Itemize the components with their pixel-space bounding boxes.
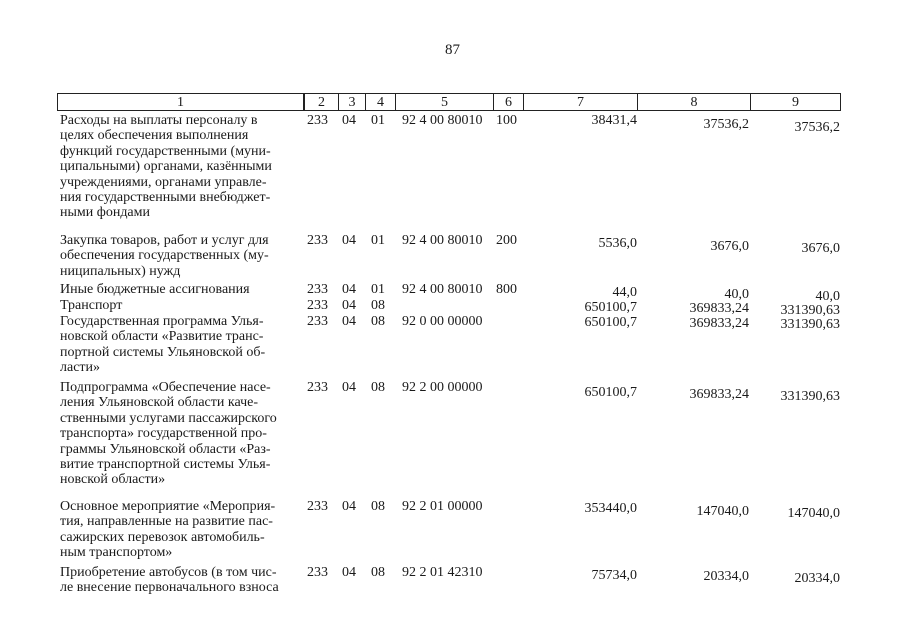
row-col-8: 37536,2 [703, 117, 749, 132]
row-name [60, 314, 300, 376]
row-name-line: сажирских перевозок автомобиль- [60, 529, 265, 545]
row-col-8: 369833,24 [689, 301, 749, 316]
row-col-8: 369833,24 [689, 316, 749, 331]
row-col-5: 92 4 00 80010 [402, 113, 483, 128]
row-name [60, 298, 300, 313]
row-name [60, 565, 300, 596]
row-col-4: 01 [371, 282, 385, 297]
row-name-line: Закупка товаров, работ и услуг для [60, 233, 269, 248]
row-name [60, 380, 300, 488]
row-name-line: Основное мероприятие «Мероприя- [60, 499, 276, 514]
row-col-2: 233 [307, 499, 328, 514]
row-name-line: ле внесение первоначального взноса [60, 580, 279, 596]
row-col-5: 92 2 01 42310 [402, 565, 483, 580]
row-col-9: 331390,63 [780, 389, 840, 404]
row-col-9: 20334,0 [794, 571, 840, 586]
row-name-line: ным транспортом» [60, 545, 173, 561]
row-name-line: граммы Ульяновской области «Раз- [60, 441, 271, 457]
row-col-5: 92 2 01 00000 [402, 499, 483, 514]
row-col-2: 233 [307, 314, 328, 329]
page-number: 87 [445, 42, 460, 58]
row-name-line: транспорта» государственной про- [60, 426, 267, 442]
row-col-4: 08 [371, 380, 385, 395]
row-col-8: 20334,0 [703, 569, 749, 584]
row-name-line: ления Ульяновской области каче- [60, 395, 259, 411]
row-name [60, 282, 300, 297]
row-col-3: 04 [342, 113, 356, 128]
row-name-line: обеспечения государственных (му- [60, 248, 269, 264]
row-name-line: ными фондами [60, 205, 151, 221]
row-col-4: 08 [371, 314, 385, 329]
row-col-5: 92 4 00 80010 [402, 282, 483, 297]
row-col-7: 650100,7 [584, 315, 637, 330]
row-col-8: 369833,24 [689, 387, 749, 402]
row-name-line: ниципальных) нужд [60, 263, 181, 279]
row-col-5: 92 0 00 00000 [402, 314, 483, 329]
row-col-8: 40,0 [724, 287, 749, 302]
row-col-4: 08 [371, 565, 385, 580]
row-col-3: 04 [342, 314, 356, 329]
header-col-6: 6 [493, 93, 524, 111]
row-col-7: 38431,4 [591, 113, 637, 128]
row-col-6: 800 [496, 282, 517, 297]
row-col-7: 44,0 [612, 285, 637, 300]
row-col-2: 233 [307, 282, 328, 297]
row-name-line: новской области» [60, 472, 166, 488]
row-col-3: 04 [342, 298, 356, 313]
header-col-5: 5 [395, 93, 494, 111]
row-col-2: 233 [307, 565, 328, 580]
header-col-4: 4 [365, 93, 396, 111]
row-col-6: 100 [496, 113, 517, 128]
row-col-8: 3676,0 [710, 239, 749, 254]
row-col-9: 3676,0 [801, 241, 840, 256]
row-name [60, 499, 300, 561]
row-name [60, 233, 300, 279]
row-name-line: Транспорт [60, 298, 123, 313]
row-name-line: Приобретение автобусов (в том чис- [60, 565, 277, 580]
row-col-3: 04 [342, 499, 356, 514]
row-col-3: 04 [342, 380, 356, 395]
row-name [60, 113, 300, 221]
row-col-9: 331390,63 [780, 317, 840, 332]
row-col-9: 147040,0 [787, 506, 840, 521]
header-col-8: 8 [637, 93, 751, 111]
row-name-line: ния государственными внебюджет- [60, 190, 271, 206]
row-col-5: 92 2 00 00000 [402, 380, 483, 395]
row-name-line: ственными услугами пассажирского [60, 410, 277, 426]
header-col-3: 3 [338, 93, 366, 111]
row-col-4: 01 [371, 113, 385, 128]
row-col-2: 233 [307, 380, 328, 395]
row-col-3: 04 [342, 282, 356, 297]
row-col-4: 01 [371, 233, 385, 248]
row-name-line: тия, направленные на развитие пас- [60, 514, 273, 530]
header-col-9: 9 [750, 93, 841, 111]
row-col-2: 233 [307, 298, 328, 313]
row-col-7: 353440,0 [584, 501, 637, 516]
row-col-2: 233 [307, 113, 328, 128]
row-col-5: 92 4 00 80010 [402, 233, 483, 248]
row-col-9: 331390,63 [780, 303, 840, 318]
row-col-9: 37536,2 [794, 120, 840, 135]
row-name-line: ципальными) органами, казёнными [60, 159, 272, 175]
row-col-7: 650100,7 [584, 300, 637, 315]
row-col-6: 200 [496, 233, 517, 248]
header-col-2: 2 [304, 93, 339, 111]
row-col-9: 40,0 [815, 289, 840, 304]
row-name-line: витие транспортной системы Улья- [60, 457, 271, 473]
header-col-1: 1 [57, 93, 304, 111]
row-col-3: 04 [342, 565, 356, 580]
row-col-7: 75734,0 [591, 568, 637, 583]
row-name-line: ласти» [60, 360, 101, 376]
row-name-line: Подпрограмма «Обеспечение насе- [60, 380, 271, 395]
row-name-line: учреждениями, органами управле- [60, 174, 267, 190]
row-col-7: 5536,0 [598, 236, 637, 251]
row-col-4: 08 [371, 499, 385, 514]
row-name-line: Государственная программа Улья- [60, 314, 264, 329]
row-col-3: 04 [342, 233, 356, 248]
row-name-line: портной системы Ульяновской об- [60, 344, 266, 360]
header-col-7: 7 [523, 93, 638, 111]
row-name-line: функций государственными (муни- [60, 143, 271, 159]
row-name-line: Расходы на выплаты персоналу в [60, 113, 258, 128]
row-col-2: 233 [307, 233, 328, 248]
row-name-line: новской области «Развитие транс- [60, 329, 264, 345]
row-name-line: Иные бюджетные ассигнования [60, 282, 250, 297]
row-col-4: 08 [371, 298, 385, 313]
row-col-7: 650100,7 [584, 385, 637, 400]
row-col-8: 147040,0 [696, 504, 749, 519]
row-name-line: целях обеспечения выполнения [60, 128, 249, 144]
